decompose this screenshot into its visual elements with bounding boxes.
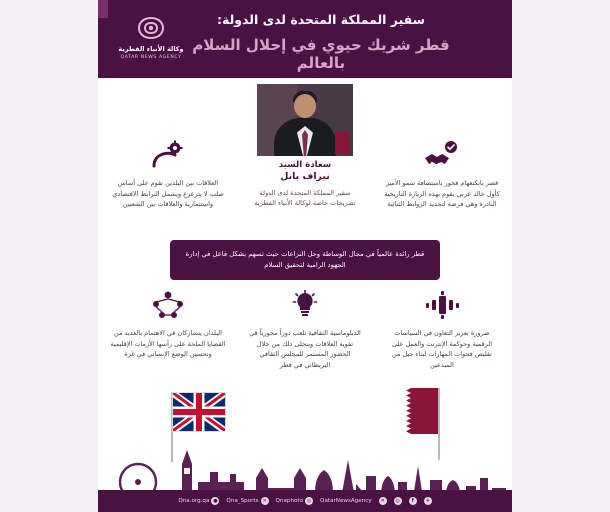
point-relations — [104, 138, 232, 210]
point-people — [104, 288, 232, 360]
digital-skills-icon — [378, 288, 506, 322]
social-links — [98, 494, 512, 508]
qna-logo-icon — [131, 14, 171, 42]
telegram-icon: ✈ — [425, 498, 430, 504]
united-kingdom-flag — [172, 392, 226, 432]
globe-icon: ● — [213, 498, 218, 504]
instagram-icon: ◎ — [395, 498, 400, 504]
person-note: تصريحات خاصة لوكالة الأنباء القطرية — [254, 199, 356, 207]
corner-accent — [98, 0, 108, 18]
point-handshake — [378, 138, 506, 210]
point-relations-text: العلاقات بين البلدين تقوم على أساس صلب لا يتزعزع ويشمل الترابط الاقتصادي واستثمارية والعلاقات بين الشعبين — [112, 179, 224, 208]
social-item-x[interactable] — [379, 497, 387, 505]
point-culture — [241, 288, 369, 370]
point-digital — [378, 288, 506, 370]
social-item-telegram[interactable] — [424, 497, 432, 505]
x-sports-icon: ✕ — [262, 498, 267, 504]
person-name: نيراف بانل — [280, 171, 330, 182]
social-item-instagram[interactable] — [394, 497, 402, 505]
point-digital-text: ضرورة تعزيز التعاون في السياسات الرقمية وحوكمة الإنترنت والعمل على تقليص فجوات المهارات لبناء جيل من المبدعين — [391, 329, 493, 369]
person-role-block — [230, 188, 380, 208]
highlight-banner: قطر رائدة عالمياً في مجال الوساطة وحل النزاعات حيث تسهم بشكل فاعل في إدارة الجهود الرامية لتحقيق السلام — [170, 240, 440, 280]
social-item-facebook[interactable] — [409, 497, 417, 505]
lightbulb-idea-icon — [241, 288, 369, 322]
hand-gear-icon — [104, 138, 232, 172]
qna-logo-name-ar: وكالة الأنباء القطرية — [118, 45, 184, 53]
person-role: سفير المملكة المتحدة لدى الدولة — [259, 189, 351, 197]
point-handshake-text: قصر بانكنغهام فخور باستضافة سمو الأمير كأول خالد عربي يقوم بهذه الزيارة التاريخية النادرة وهي فرصة لتجديد الروابط الثنائية — [384, 179, 500, 208]
left-margin — [0, 0, 98, 512]
handle-qatarnewsagency[interactable] — [320, 498, 372, 504]
top-accent-bar — [98, 0, 512, 6]
handle-qnaphoto-label: Qnaphoto — [275, 498, 304, 504]
qatar-flag — [398, 388, 438, 434]
handshake-check-icon — [378, 138, 506, 172]
header-subtitle: قطر شريك حيوي في إحلال السلام بالعالم — [192, 36, 450, 72]
camera-icon: ◎ — [306, 498, 312, 504]
point-people-text: البلدان يتشاركان في الاهتمام بالعديد من القضايا الملحة على رأسها الأزمات الإقليمية وتحسين الوضع الإنساني في غزة — [110, 329, 226, 358]
handle-qatarnewsagency-label: QatarNewsAgency — [320, 498, 372, 504]
header-title: سفير المملكة المتحدة لدى الدولة: — [217, 12, 425, 27]
right-margin — [512, 0, 610, 512]
handle-website-label: Qna.org.qa — [178, 498, 210, 504]
person-name-block — [235, 160, 375, 182]
person-title-line: سعادة السيد — [278, 160, 332, 170]
header — [98, 0, 512, 78]
point-culture-text: الدبلوماسية الثقافية تلعب دوراً محورياً في تقوية العلاقات ويتجلى ذلك من خلال الحضور المستمر للمجلس الثقافي البريطاني في قطر — [249, 329, 361, 369]
x-icon: ✕ — [380, 498, 385, 504]
portrait-flag-backdrop — [335, 132, 349, 154]
handle-qnasports-label: Qna_Sports — [226, 498, 259, 504]
facebook-icon: f — [409, 497, 417, 505]
handle-qnasports[interactable] — [226, 497, 268, 505]
portrait-photo — [257, 84, 353, 156]
qna-logo-name-en: QATAR NEWS AGENCY — [120, 55, 182, 60]
handle-website[interactable] — [178, 497, 219, 505]
portrait — [257, 84, 353, 156]
infographic-sheet — [98, 0, 512, 512]
people-network-icon — [104, 288, 232, 322]
handle-qnaphoto[interactable] — [276, 497, 314, 505]
